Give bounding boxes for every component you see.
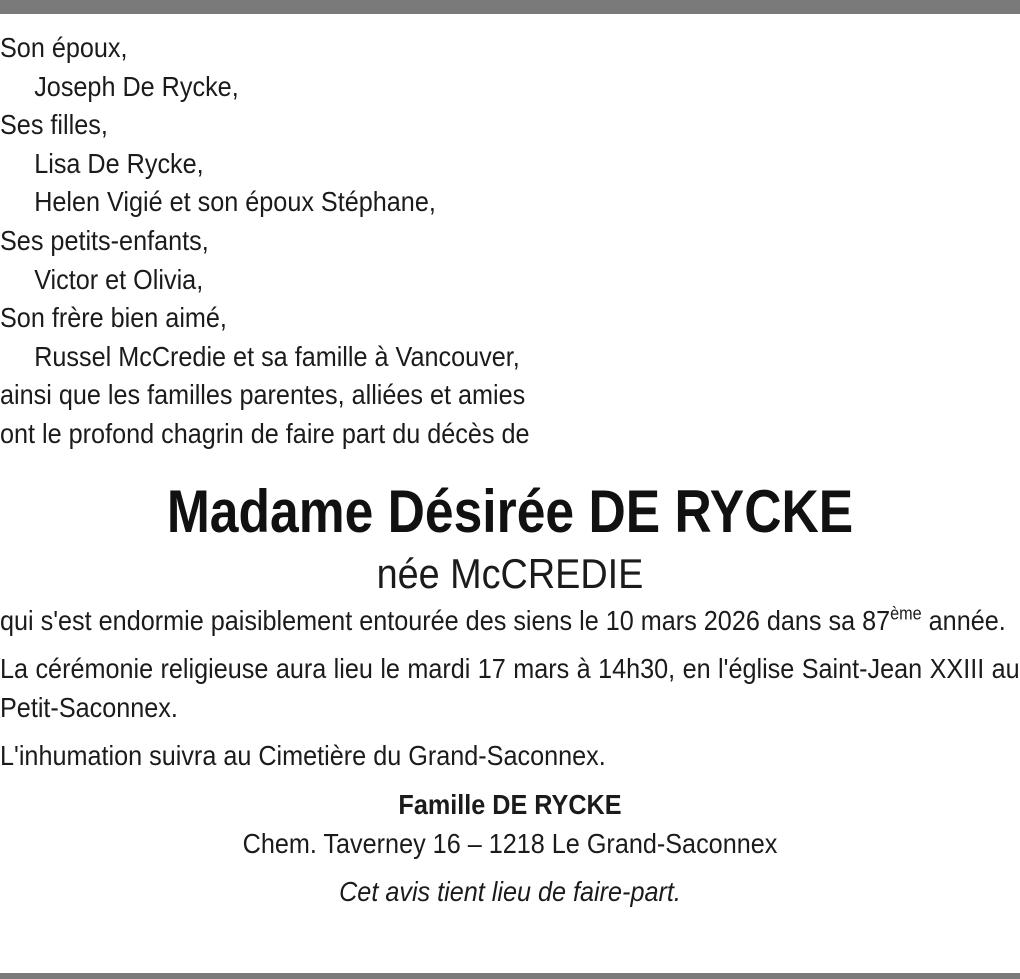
ceremony-paragraph <box>0 650 1020 727</box>
death-text-superscript: ème <box>890 603 922 624</box>
death-text-end: année. <box>921 604 1006 636</box>
burial-text: L'inhumation suivra au Cimetière du Grand-Saconnex. <box>0 740 606 772</box>
burial-paragraph <box>0 737 1020 776</box>
family-member-line: Victor et Olivia, <box>34 263 204 295</box>
bottom-rule <box>0 973 1020 979</box>
death-notice <box>0 29 1020 912</box>
maiden-name: née McCREDIE <box>376 549 644 597</box>
ceremony-text: La cérémonie religieuse aura lieu le mardi 17 mars à 14h30, en l'église Saint-Jean XXIII au Petit-Saconnex. <box>0 653 1020 723</box>
death-paragraph <box>0 602 1020 641</box>
death-text-main: qui s'est endormie paisiblement entourée des siens le 10 mars 2026 dans sa 87 <box>0 604 891 636</box>
family-member-line: Russel McCredie et sa famille à Vancouver, <box>34 340 520 372</box>
family-member-line: Helen Vigié et son époux Stéphane, <box>34 186 436 218</box>
family-relation-line: Ses petits-enfants, <box>0 224 209 256</box>
family-member-line: Lisa De Rycke, <box>34 147 204 179</box>
family-relation-line: ont le profond chagrin de faire part du décès de <box>0 417 530 449</box>
family-list <box>0 29 1020 454</box>
family-relation-line: Ses filles, <box>0 109 108 141</box>
family-address: Chem. Taverney 16 – 1218 Le Grand-Saconnex <box>242 827 778 859</box>
family-relation-line: ainsi que les familles parentes, alliées et amies <box>0 379 526 411</box>
top-rule <box>0 0 1020 14</box>
closing-note: Cet avis tient lieu de faire-part. <box>339 876 681 908</box>
family-member-line: Joseph De Rycke, <box>34 70 239 102</box>
family-relation-line: Son époux, <box>0 32 128 63</box>
family-relation-line: Son frère bien aimé, <box>0 302 227 334</box>
family-signature: Famille DE RYCKE <box>398 788 622 820</box>
deceased-name: Madame Désirée DE RYCKE <box>166 477 854 545</box>
